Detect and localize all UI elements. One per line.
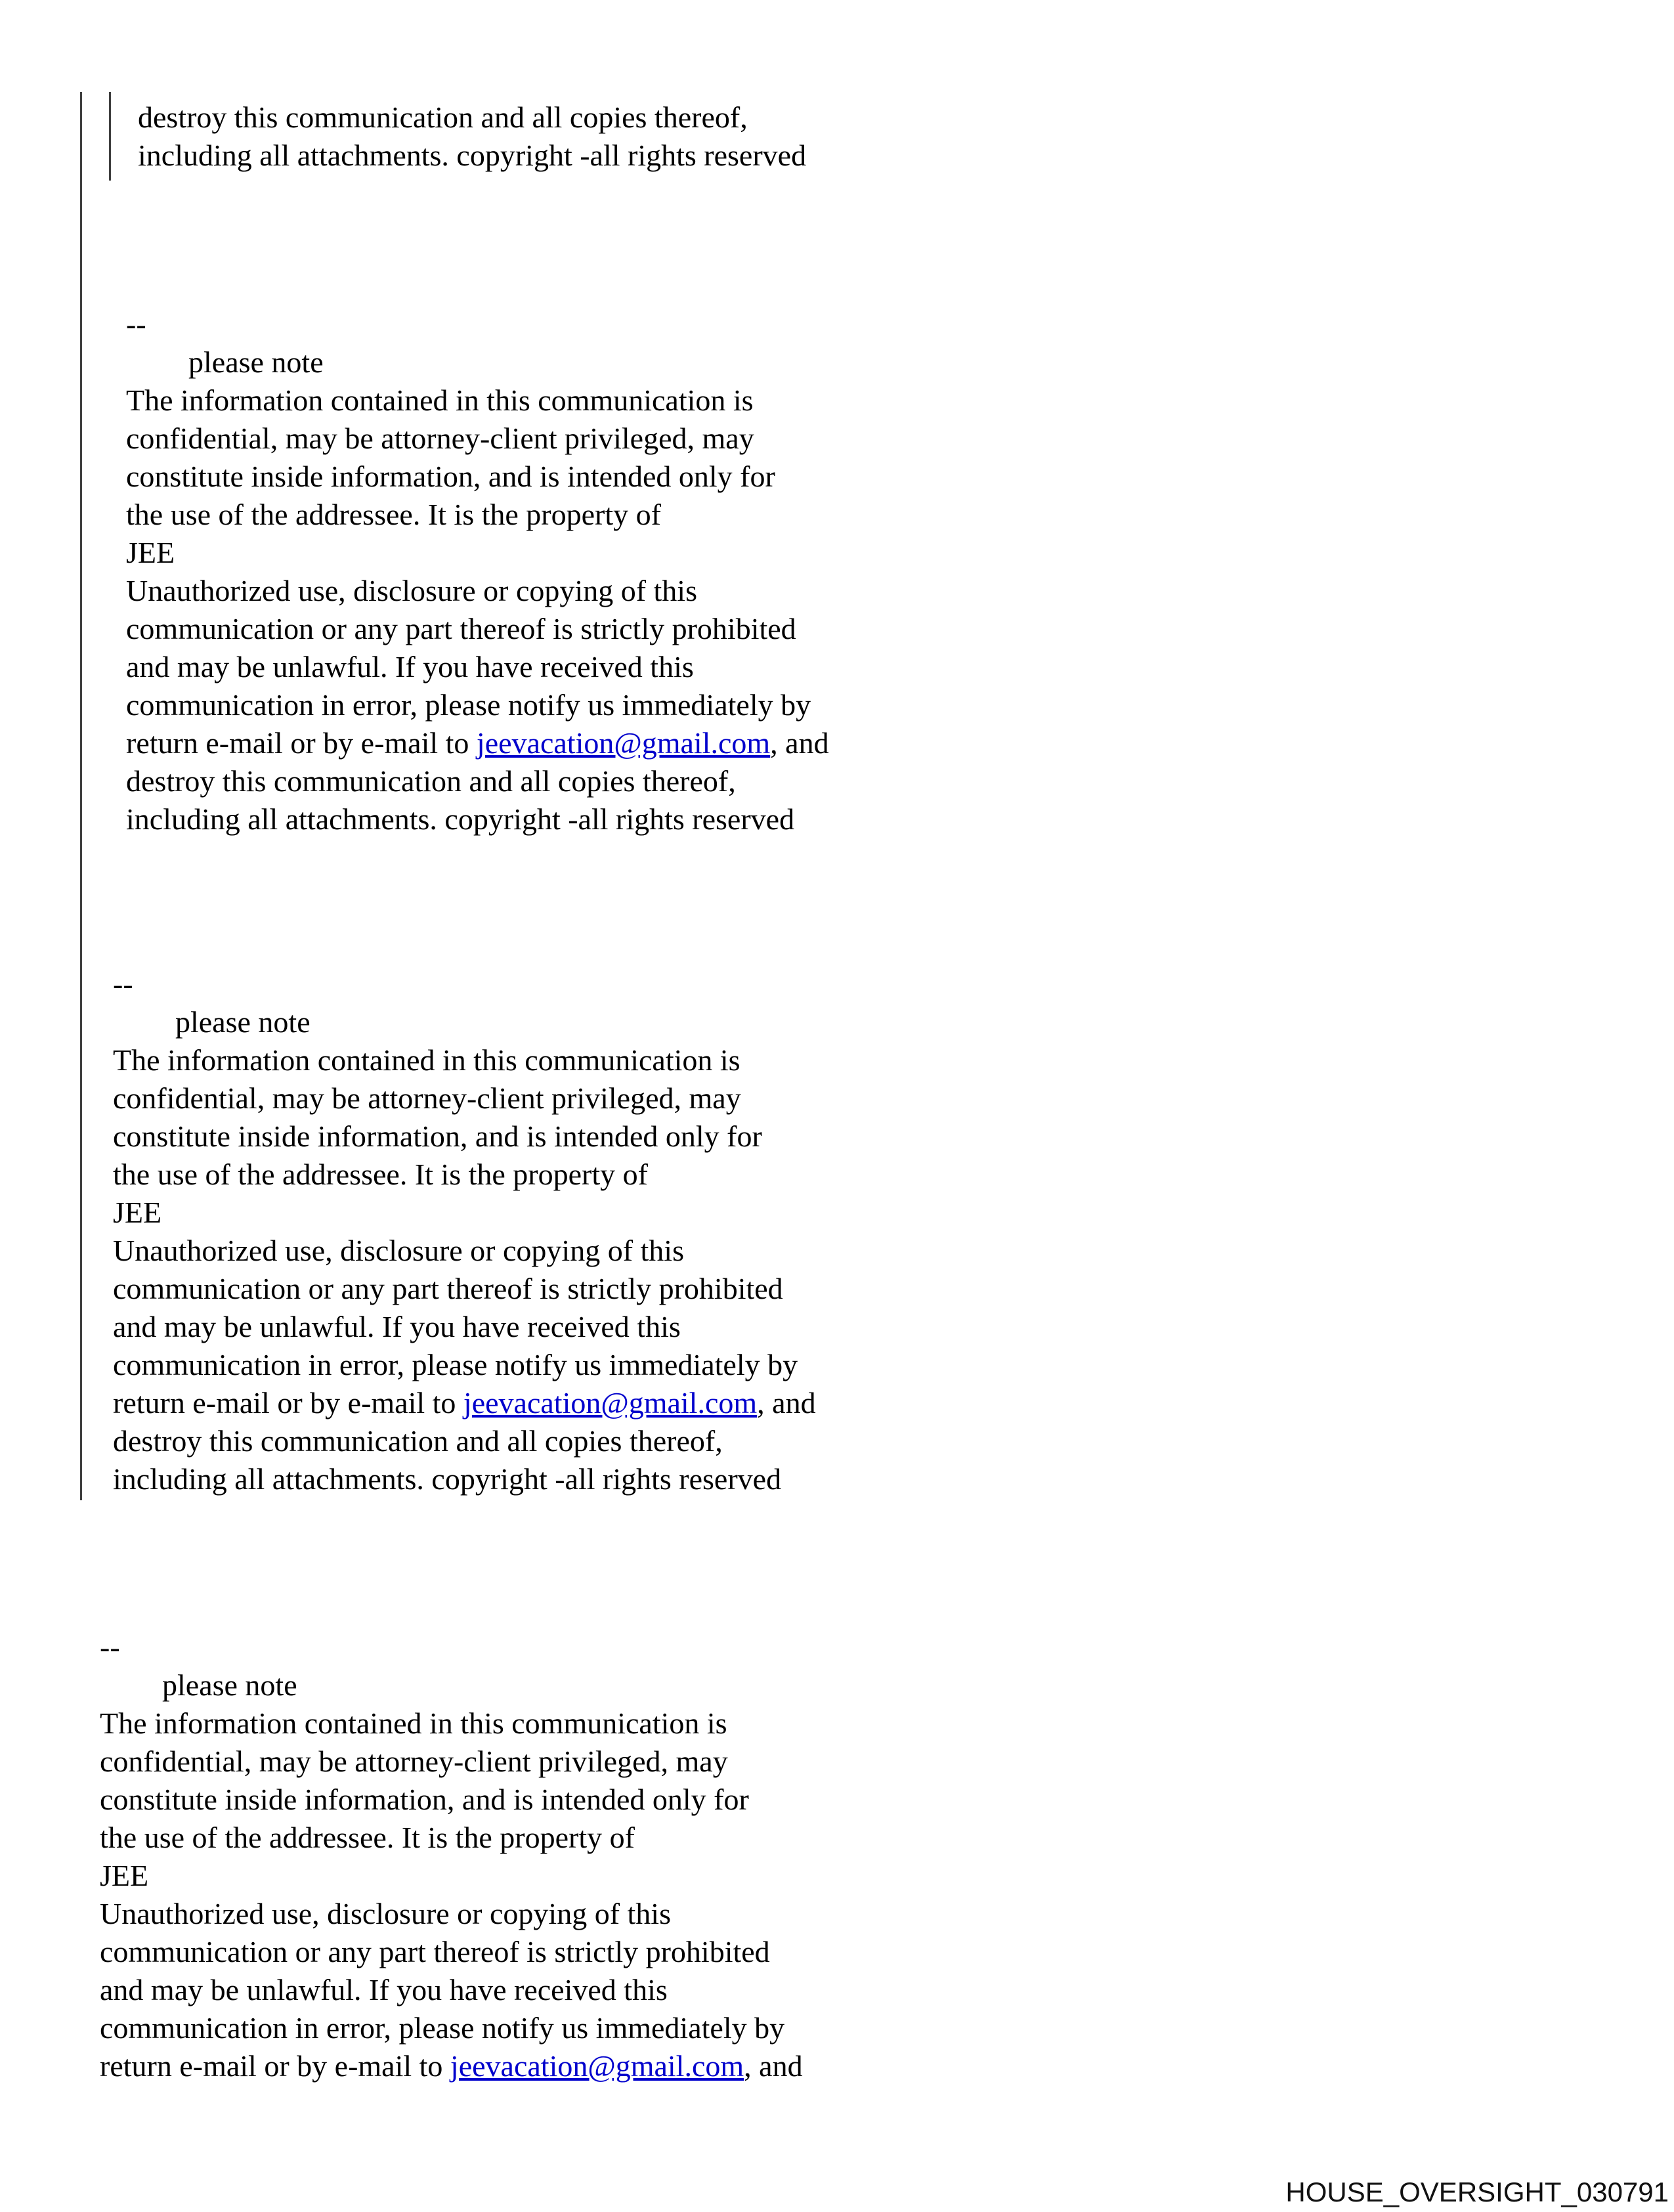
disclaimer-line: the use of the addressee. It is the property of xyxy=(100,1821,635,1854)
disclaimer-line: constitute inside information, and is intended only for xyxy=(113,1119,762,1153)
link-line-prefix: return e-mail or by e-mail to xyxy=(113,1386,463,1420)
disclaimer-link-line xyxy=(126,724,829,762)
link-line-suffix: , and xyxy=(757,1386,816,1420)
disclaimer-line: the use of the addressee. It is the property of xyxy=(126,498,661,531)
disclaimer-line: the use of the addressee. It is the property of xyxy=(113,1158,648,1191)
disclaimer-line: communication in error, please notify us immediately by xyxy=(113,1348,798,1381)
disclaimer-line: The information contained in this communication is xyxy=(113,1043,740,1077)
disclaimer-block-3 xyxy=(100,1628,803,2085)
disclaimer-line: destroy this communication and all copies thereof, xyxy=(113,1424,723,1458)
disclaimer-link-line xyxy=(113,1384,816,1422)
disclaimer-line: communication or any part thereof is strictly prohibited xyxy=(100,1935,770,1968)
signature-separator: -- xyxy=(100,1630,120,1664)
disclaimer-line: The information contained in this communication is xyxy=(100,1706,727,1740)
disclaimer-line: destroy this communication and all copies thereof, xyxy=(126,764,736,798)
truncated-disclaimer-fragment xyxy=(138,98,806,175)
disclaimer-line: communication or any part thereof is strictly prohibited xyxy=(126,612,796,645)
link-line-prefix: return e-mail or by e-mail to xyxy=(126,726,477,760)
signature-separator: -- xyxy=(113,967,133,1001)
note-label: please note xyxy=(162,1668,297,1702)
quote-level-2-bar xyxy=(109,92,111,181)
disclaimer-line: constitute inside information, and is intended only for xyxy=(100,1783,749,1816)
link-line-prefix: return e-mail or by e-mail to xyxy=(100,2049,450,2083)
disclaimer-line: and may be unlawful. If you have received this xyxy=(113,1310,681,1343)
disclaimer-line: confidential, may be attorney-client privileged, may xyxy=(113,1081,741,1115)
link-line-suffix: , and xyxy=(744,2049,803,2083)
disclaimer-line: and may be unlawful. If you have received this xyxy=(126,650,694,683)
email-link[interactable]: jeevacation@gmail.com xyxy=(476,726,771,760)
email-link[interactable]: jeevacation@gmail.com xyxy=(463,1386,758,1420)
disclaimer-line: destroy this communication and all copies thereof, xyxy=(138,100,748,134)
disclaimer-link-line xyxy=(100,2047,803,2085)
quote-level-1-bar xyxy=(80,92,82,1500)
disclaimer-line: confidential, may be attorney-client privileged, may xyxy=(100,1745,728,1778)
bates-number: HOUSE_OVERSIGHT_030791 xyxy=(1285,2177,1669,2207)
disclaimer-line: Unauthorized use, disclosure or copying of this xyxy=(113,1234,684,1267)
disclaimer-line: confidential, may be attorney-client privileged, may xyxy=(126,422,754,455)
email-link[interactable]: jeevacation@gmail.com xyxy=(450,2049,744,2083)
disclaimer-line: communication or any part thereof is strictly prohibited xyxy=(113,1272,783,1305)
disclaimer-line: communication in error, please notify us immediately by xyxy=(100,2011,785,2045)
disclaimer-line: The information contained in this communication is xyxy=(126,383,754,417)
disclaimer-line: communication in error, please notify us immediately by xyxy=(126,688,811,722)
link-line-suffix: , and xyxy=(770,726,829,760)
disclaimer-block-2 xyxy=(113,965,816,1498)
disclaimer-line: Unauthorized use, disclosure or copying of this xyxy=(100,1897,671,1930)
disclaimer-line: including all attachments. copyright -all rights reserved xyxy=(113,1462,782,1496)
disclaimer-line: constitute inside information, and is intended only for xyxy=(126,460,775,493)
disclaimer-line: Unauthorized use, disclosure or copying of this xyxy=(126,574,697,607)
disclaimer-line: and may be unlawful. If you have received this xyxy=(100,1973,668,2006)
note-label: please note xyxy=(175,1005,311,1039)
disclaimer-line: JEE xyxy=(126,536,175,569)
signature-separator: -- xyxy=(126,307,146,341)
disclaimer-line: including all attachments. copyright -all rights reserved xyxy=(126,802,795,836)
disclaimer-line: JEE xyxy=(100,1859,149,1892)
disclaimer-block-1 xyxy=(126,305,829,838)
disclaimer-line: including all attachments. copyright -all rights reserved xyxy=(138,139,807,172)
note-label: please note xyxy=(188,345,324,379)
disclaimer-line: JEE xyxy=(113,1196,162,1229)
